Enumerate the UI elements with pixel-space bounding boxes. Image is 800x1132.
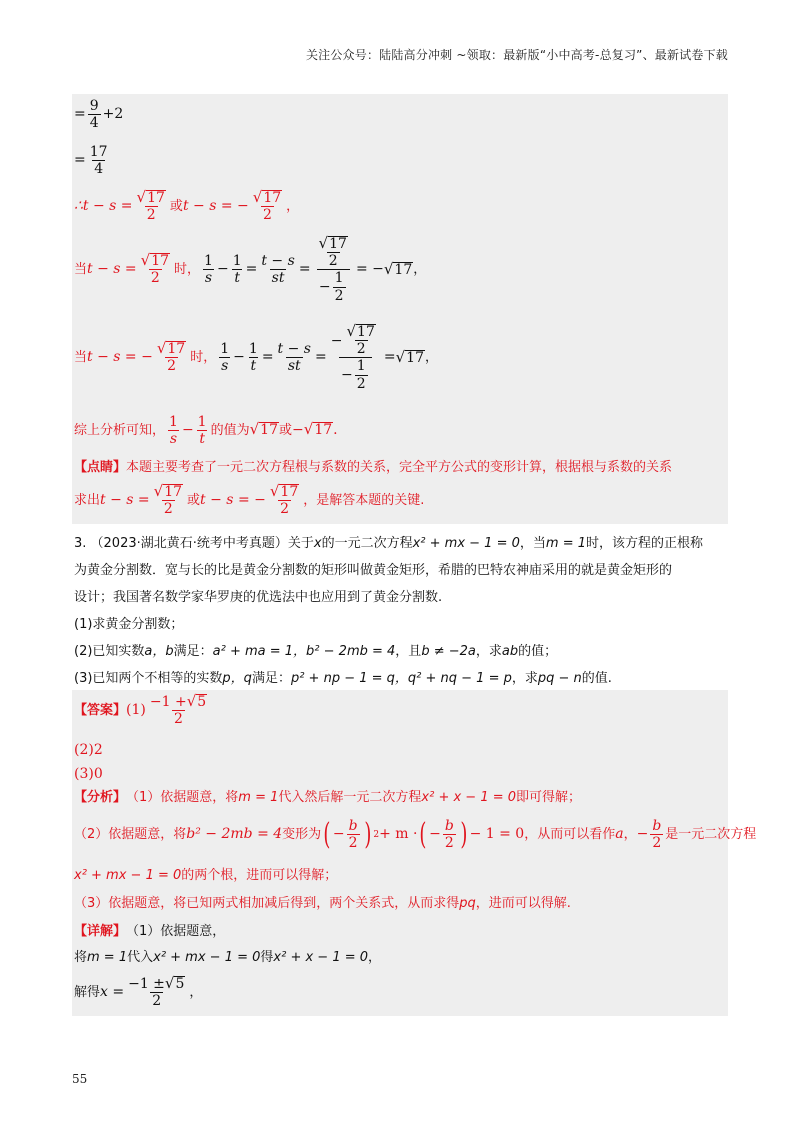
eq-line-1: = $\frac{9}{4}$ +2	[74, 98, 124, 132]
fraction: $\frac{9}{4}$	[89, 98, 99, 132]
therefore-line: ∴t − s = √ 17 2 或 t − s = − √ 17 2 ，	[74, 188, 300, 224]
solution-block-bottom	[72, 690, 728, 1016]
analysis-line-3: x² + mx − 1 = 0 的两个根，进而可以得解；	[74, 868, 338, 883]
dianjing-line-1: 【点睛】 本题主要考查了一元二次方程根与系数的关系，完全平方公式的变形计算，根据根与系数的关系	[74, 460, 673, 475]
question-2: (2)已知实数a，b满足：a² + ma = 1，b² − 2mb = 4，且b ≠ −2a，求ab的值；	[74, 644, 558, 659]
answer-line-1: 【答案】 (1) −1 + √ 5 2	[74, 692, 207, 728]
problem-line-1: 3. （2023·湖北黄石·统考中考真题）关于x的一元二次方程x² + mx − 1 = 0，当m = 1时，该方程的正根称	[74, 536, 704, 551]
analysis-line-4: （3）依据题意，将已知两式相加减后得到，两个关系式，从而求得 pq ，进而可以得解.	[74, 896, 571, 911]
detail-line-2: 将 m = 1 代入 x² + mx − 1 = 0 得 x² + x − 1 = 0 ，	[74, 950, 382, 965]
page-number: 55	[72, 1072, 88, 1086]
page-header: 关注公众号：陆陆高分冲刺 ~领取：最新版“小中高考-总复习”、最新试卷下载	[305, 48, 728, 62]
analysis-line-2: （2）依据题意，将 b² − 2mb = 4 变形为 ( − $\frac{b}{2}$ ) 2 + m · ( − $\frac{b}{2}$ ) − 1 = 0 ，从而可以看作 a ， − $\frac{b}{2}$ 是一元二次方程	[74, 816, 757, 852]
eq-line-2: = $\frac{17}{4}$	[74, 144, 108, 178]
case-1-line: 当 t − s = √ 17 2 时， $\frac{1}{s}$ − $\frac{1}{t}$ = $\frac{t - s}{st}$ = √ 17 2 − $\frac{1}{2}$ = − √ 17 ，	[74, 234, 427, 304]
problem-line-2: 为黄金分割数．宽与长的比是黄金分割数的矩形叫做黄金矩形，希腊的巴特农神庙采用的就是黄金矩形的	[74, 563, 673, 578]
question-1: (1)求黄金分割数；	[74, 617, 184, 632]
detail-line-3: 解得 x = −1 ± √ 5 2 ，	[74, 974, 203, 1010]
analysis-line-1: 【分析】 （1）依据题意，将 m = 1 代入然后解一元二次方程 x² + x − 1 = 0 即可得解；	[74, 790, 582, 805]
summary-line: 综上分析可知， $\frac{1}{s}$ − $\frac{1}{t}$ 的值为 √ 17 或 − √ 17 .	[74, 414, 338, 448]
detail-line-1: 【详解】 （1）依据题意，	[74, 924, 226, 939]
answer-line-2: (2)2	[74, 742, 103, 758]
question-3: (3)已知两个不相等的实数p，q满足：p² + np − 1 = q，q² + nq − 1 = p，求pq − n的值.	[74, 671, 612, 686]
answer-line-3: (3)0	[74, 766, 103, 782]
problem-line-3: 设计；我国著名数学家华罗庚的优选法中也应用到了黄金分割数.	[74, 590, 443, 605]
problem-3	[74, 530, 724, 692]
dianjing-line-2: 求出 t − s = √ 17 2 或 t − s = − √ 17 2 ，是解答本题的关键.	[74, 482, 425, 518]
case-2-line: 当 t − s = − √ 17 2 时， $\frac{1}{s}$ − $\frac{1}{t}$ = $\frac{t - s}{st}$ = − √ 17 2 − $\frac{1}{2}$ = √ 17 ，	[74, 322, 438, 392]
